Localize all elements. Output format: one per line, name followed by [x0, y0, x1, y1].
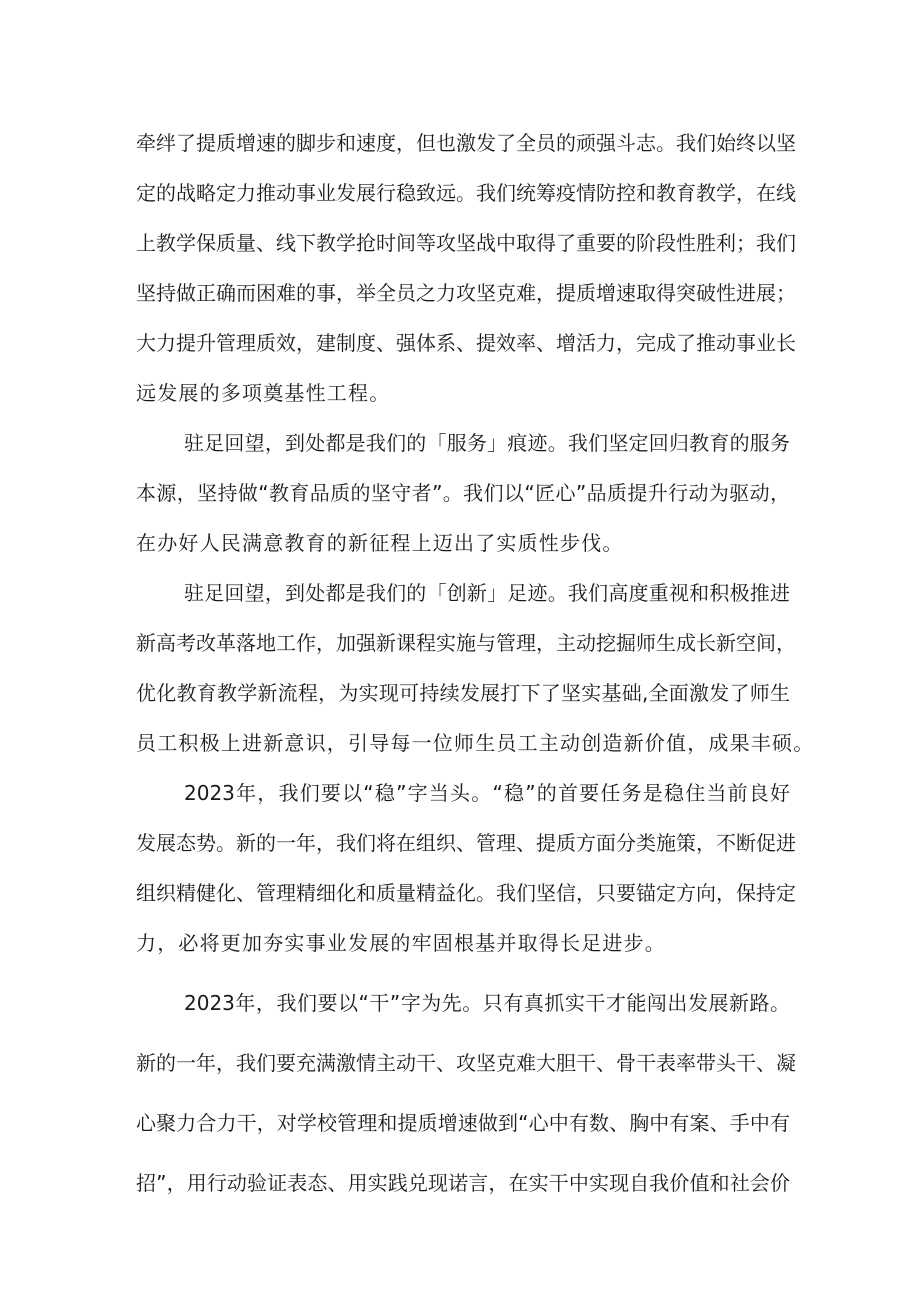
paragraph-1-line-5: 大力提升管理质效，建制度、强体系、提效率、增活力，完成了推动事业长	[136, 331, 796, 355]
paragraph-5-line-4: 招”，用行动验证表态、用实践兑现诺言，在实干中实现自我价值和社会价	[136, 1171, 790, 1195]
paragraph-1-line-4: 坚持做正确而困难的事，举全员之力攻坚克难，提质增速取得突破性进展；	[136, 281, 796, 305]
paragraph-4-line-2: 发展态势。新的一年，我们将在组织、管理、提质方面分类施策，不断促进	[136, 831, 796, 855]
paragraph-2-line-2: 本源，坚持做“教育品质的坚守者”。我们以“匠心”品质提升行动为驱动，	[136, 481, 790, 505]
paragraph-5-line-1: 2023年，我们要以“干”字为先。只有真抓实干才能闯出发展新路。	[184, 991, 790, 1015]
paragraph-5-line-3: 心聚力合力干，对学校管理和提质增速做到“心中有数、胸中有案、手中有	[136, 1111, 790, 1135]
paragraph-1-line-1: 牵绊了提质增速的脚步和速度，但也激发了全员的顽强斗志。我们始终以坚	[136, 131, 796, 155]
paragraph-3-line-4: 员工积极上进新意识，引导每一位师生员工主动创造新价值，成果丰硕。	[136, 731, 815, 755]
paragraph-4-line-3: 组织精健化、管理精细化和质量精益化。我们坚信，只要锚定方向，保持定	[136, 881, 796, 905]
paragraph-3-line-1: 驻足回望，到处都是我们的「创新」足迹。我们高度重视和积极推进	[184, 581, 790, 605]
paragraph-4-line-1: 2023年，我们要以“稳”字当头。“稳”的首要任务是稳住当前良好	[184, 781, 790, 805]
paragraph-4-line-4: 力，必将更加夯实事业发展的牢固根基并取得长足进步。	[136, 931, 666, 955]
paragraph-1-line-2: 定的战略定力推动事业发展行稳致远。我们统筹疫情防控和教育教学，在线	[136, 181, 796, 205]
paragraph-3-line-2: 新高考改革落地工作，加强新课程实施与管理，主动挖掘师生成长新空间，	[136, 631, 796, 655]
paragraph-1-line-6: 远发展的多项奠基性工程。	[136, 381, 391, 405]
paragraph-1-line-3: 上教学保质量、线下教学抢时间等攻坚战中取得了重要的阶段性胜利；我们	[136, 231, 796, 255]
paragraph-2-line-1: 驻足回望，到处都是我们的「服务」痕迹。我们坚定回归教育的服务	[184, 431, 790, 455]
paragraph-2-line-3: 在办好人民满意教育的新征程上迈出了实质性步伐。	[136, 531, 624, 555]
paragraph-5-line-2: 新的一年，我们要充满激情主动干、攻坚克难大胆干、骨干表率带头干、凝	[136, 1051, 796, 1075]
paragraph-3-line-3: 优化教育教学新流程，为实现可持续发展打下了坚实基础,全面激发了师生	[136, 681, 790, 705]
